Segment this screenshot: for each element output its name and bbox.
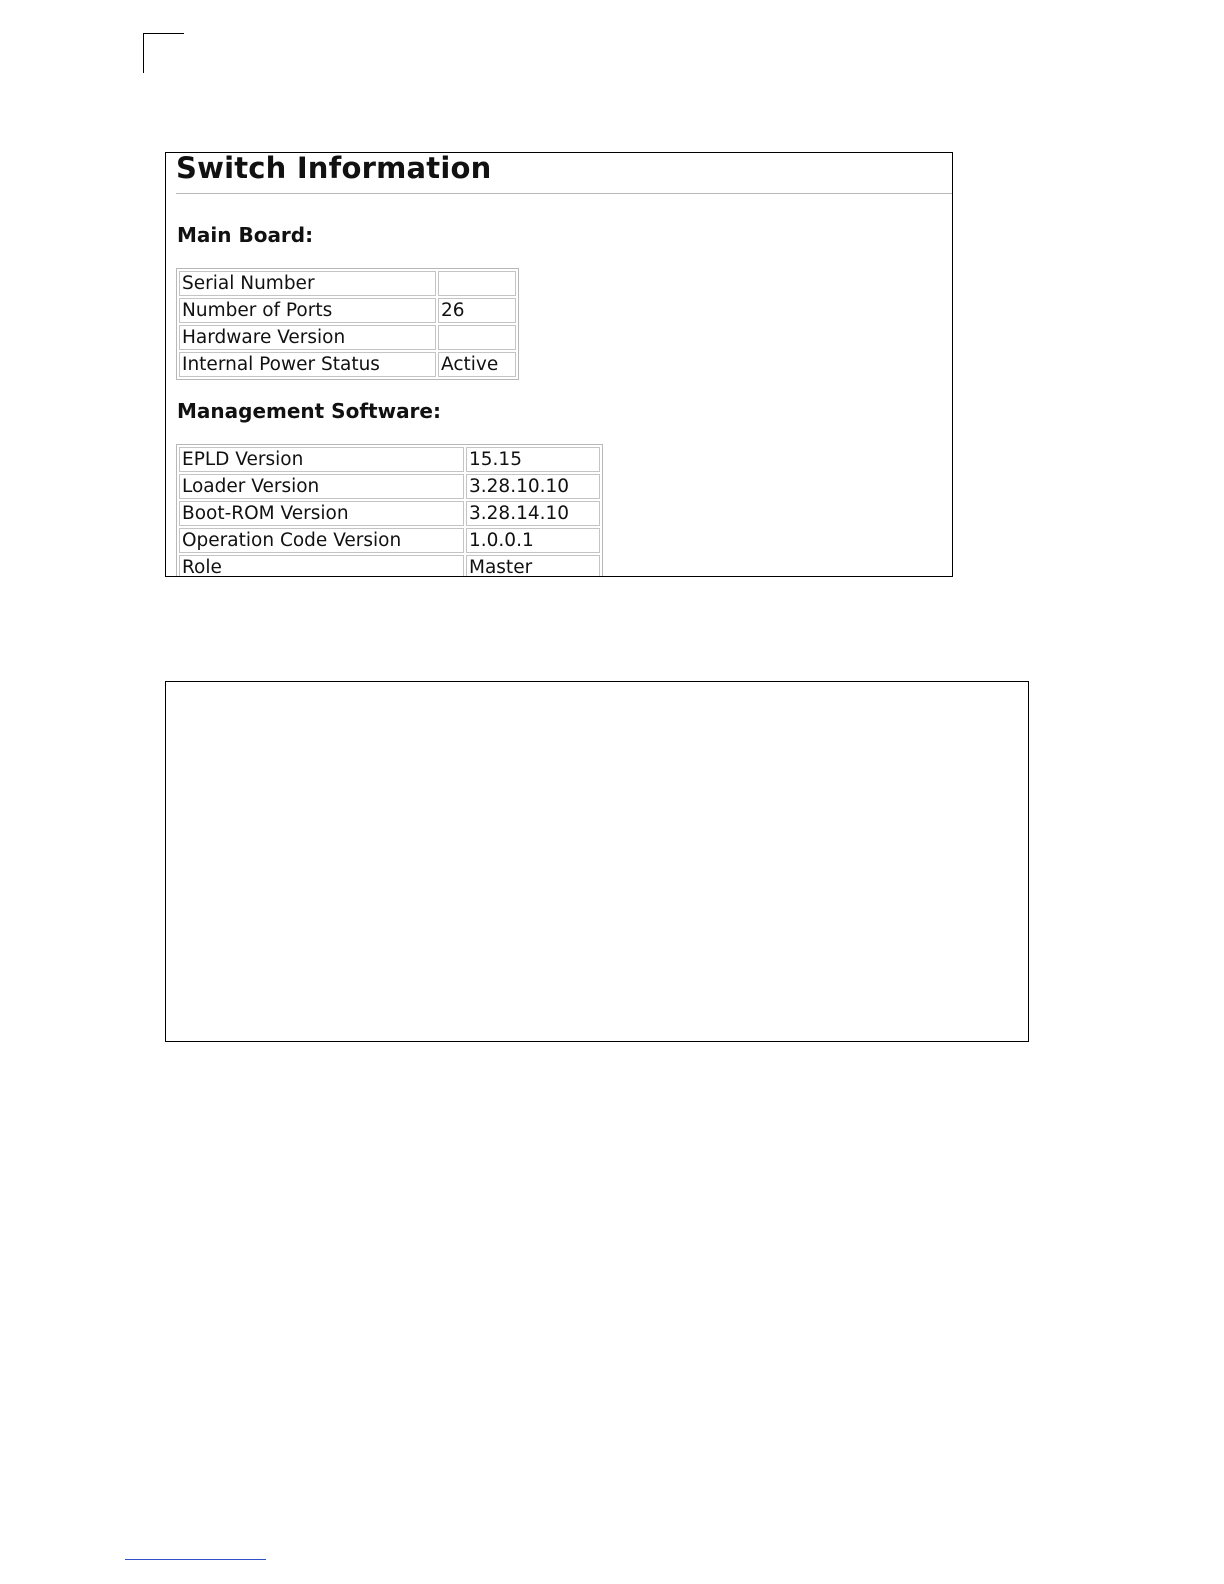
serial-number-label: Serial Number — [179, 271, 436, 296]
loader-version-label: Loader Version — [179, 474, 464, 499]
number-of-ports-label: Number of Ports — [179, 298, 436, 323]
table-row — [179, 474, 600, 499]
boot-rom-version-value: 3.28.14.10 — [466, 501, 600, 526]
crop-mark-vertical — [143, 33, 144, 73]
management-software-table — [176, 444, 603, 577]
loader-version-value: 3.28.10.10 — [466, 474, 600, 499]
table-row — [179, 325, 516, 350]
hardware-version-label: Hardware Version — [179, 325, 436, 350]
epld-version-value: 15.15 — [466, 447, 600, 472]
blank-content-box — [165, 681, 1029, 1042]
page-title: Switch Information — [176, 152, 492, 185]
switch-information-screenshot — [165, 152, 953, 577]
table-row — [179, 447, 600, 472]
role-label: Role — [179, 555, 464, 577]
crop-mark-horizontal — [143, 33, 184, 34]
serial-number-value — [438, 271, 516, 296]
table-row — [179, 298, 516, 323]
internal-power-status-value: Active — [438, 352, 516, 377]
role-value: Master — [466, 555, 600, 577]
management-software-heading: Management Software: — [177, 399, 441, 423]
title-divider — [176, 193, 952, 194]
footer-divider — [125, 1559, 266, 1560]
internal-power-status-label: Internal Power Status — [179, 352, 436, 377]
table-row — [179, 271, 516, 296]
operation-code-version-value: 1.0.0.1 — [466, 528, 600, 553]
number-of-ports-value: 26 — [438, 298, 516, 323]
table-row — [179, 528, 600, 553]
main-board-table — [176, 268, 519, 380]
main-board-heading: Main Board: — [177, 223, 314, 247]
table-row — [179, 555, 600, 577]
hardware-version-value — [438, 325, 516, 350]
table-row — [179, 352, 516, 377]
operation-code-version-label: Operation Code Version — [179, 528, 464, 553]
epld-version-label: EPLD Version — [179, 447, 464, 472]
table-row — [179, 501, 600, 526]
boot-rom-version-label: Boot-ROM Version — [179, 501, 464, 526]
